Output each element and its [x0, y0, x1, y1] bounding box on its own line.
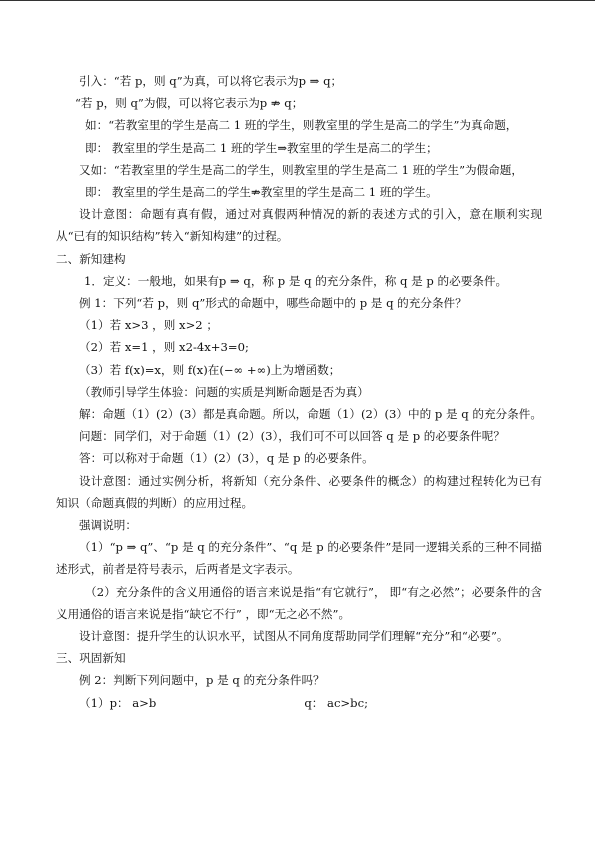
paragraph-teacher-note: （教师引导学生体验：问题的实质是判断命题是否为真） — [79, 384, 369, 399]
paragraph-design-intent-2: 设计意图：通过实例分析，将新知（充分条件、必要条件的概念）的构建过程转化为已有知识（命题真假的判断）的应用过程。 — [56, 473, 542, 510]
paragraph-example-2: 例 2：判断下列问题中，p 是 q 的充分条件吗？ — [79, 673, 325, 688]
header-rule — [0, 0, 595, 1]
list-item-3: （3）若 f(x)=x，则 f(x)在(−∞ +∞)上为增函数； — [79, 362, 341, 377]
list-item-example-2-1 — [56, 692, 542, 714]
section-heading-new-knowledge: 二、新知建构 — [56, 251, 126, 266]
condition-q: q： ac>bc; — [304, 695, 368, 710]
section-heading-consolidate: 三、巩固新知 — [56, 651, 126, 666]
paragraph-answer: 答：可以称对于命题（1）(2）(3），q 是 p 的必要条件。 — [79, 451, 374, 466]
paragraph-emphasis-1: （1）“p ⇒ q”、“p 是 q 的充分条件”、“q 是 p 的必要条件”是同一逻辑关系的三种不同描述形式，前者是符号表示，后两者是文字表示。 — [56, 540, 542, 577]
paragraph-example-false: 又如：“若教室里的学生是高二的学生，则教室里的学生是高二 1 班的学生”为假命题， — [79, 162, 523, 177]
paragraph-example-true: 如：“若教室里的学生是高二 1 班的学生，则教室里的学生是高二的学生”为真命题， — [85, 118, 518, 133]
paragraph-definition: 1．定义：一般地，如果有p ⇒ q，称 p 是 q 的充分条件，称 q 是 p 的必要条件。 — [84, 273, 508, 288]
document-body — [56, 70, 542, 714]
list-item-2: （2）若 x=1 ，则 x2-4x+3=0; — [79, 340, 249, 355]
list-item-1: （1）若 x>3 ，则 x>2 ； — [79, 318, 218, 333]
paragraph-intro: 引入：“若 p，则 q”为真，可以将它表示为p ⇒ q； — [79, 74, 343, 88]
paragraph-example-1: 例 1：下列“若 p，则 q”形式的命题中，哪些命题中的 p 是 q 的充分条件？ — [79, 296, 467, 311]
paragraph-design-intent-3: 设计意图：提升学生的认识水平，试图从不同角度帮助同学们理解“充分”和“必要”。 — [79, 629, 509, 644]
paragraph-example-false-symbol: 即： 教室里的学生是高二的学生⇏教室里的学生是高二 1 班的学生。 — [85, 185, 438, 200]
paragraph-solution: 解：命题（1）(2）(3）都是真命题。所以，命题（1）(2）(3）中的 p 是 q 的充分条件。 — [79, 407, 542, 422]
condition-p: （1）p： a>b — [79, 695, 157, 710]
paragraph-design-intent-1: 设计意图：命题有真有假，通过对真假两种情况的新的表述方式的引入，意在顺利实现从“已有的知识结构”转入“新知构建”的过程。 — [56, 207, 542, 244]
paragraph-example-true-symbol: 即： 教室里的学生是高二 1 班的学生⇒教室里的学生是高二的学生； — [85, 140, 438, 155]
paragraph-intro-false: “若 p，则 q”为假，可以将它表示为p ⇏ q； — [75, 96, 304, 111]
paragraph-emphasis-2: （2）充分条件的含义用通俗的语言来说是指“有它就行”， 即“有之必然”；必要条件的含义用通俗的语言来说是指“缺它不行” ，即“无之必不然”。 — [56, 584, 542, 621]
paragraph-emphasis-heading: 强调说明： — [79, 518, 137, 533]
paragraph-question: 问题：同学们，对于命题（1）(2）(3），我们可不可以回答 q 是 p 的必要条件呢？ — [79, 429, 505, 444]
